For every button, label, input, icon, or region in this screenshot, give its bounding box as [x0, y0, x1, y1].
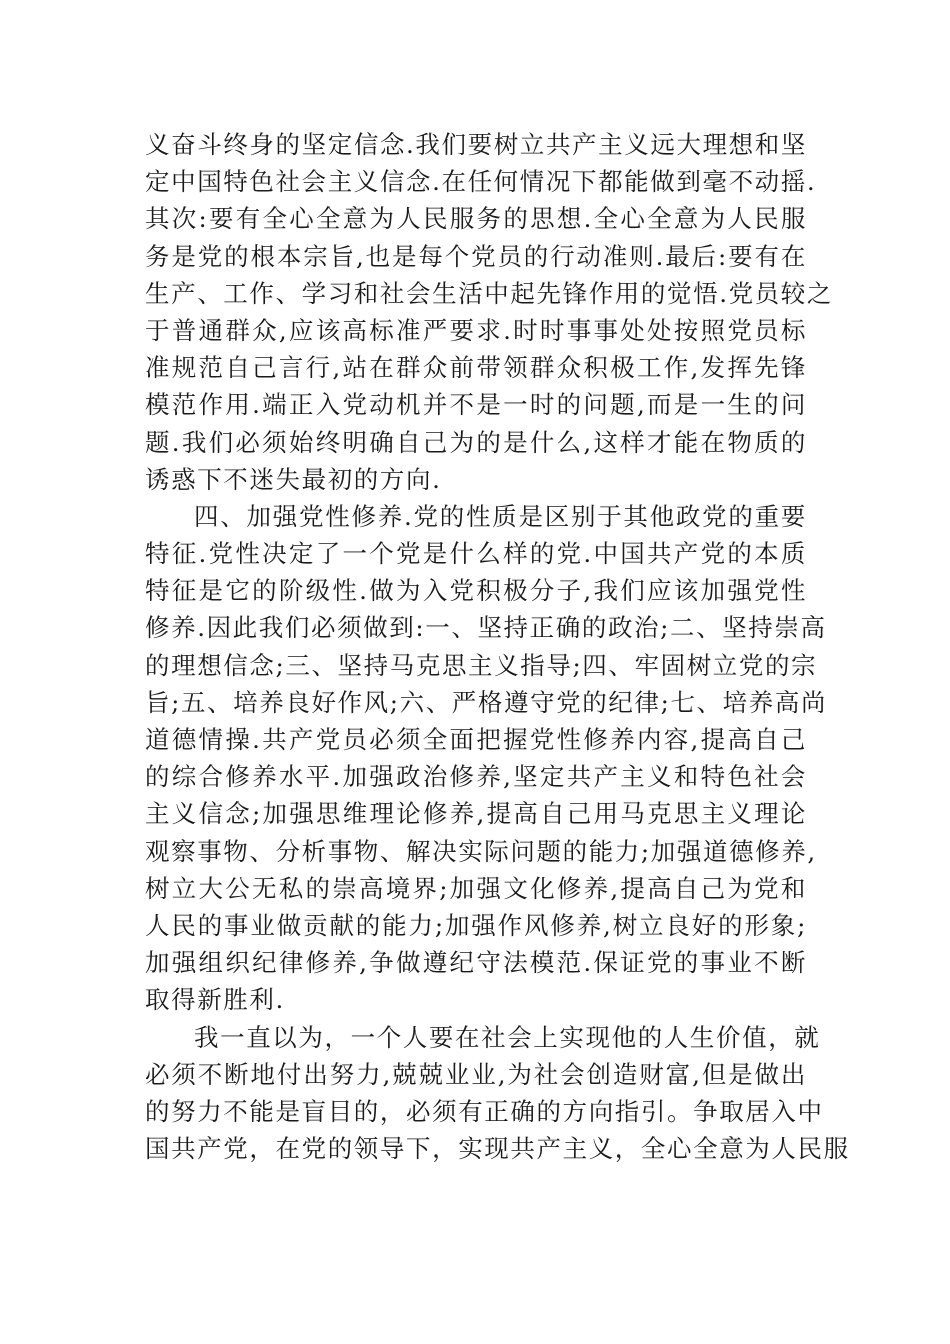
text-line: 准规范自己言行,站在群众前带领群众积极工作,发挥先锋 [145, 353, 807, 383]
document-page [145, 126, 850, 1167]
text-line: 生产、工作、学习和社会生活中起先锋作用的觉悟.党员较之 [145, 278, 833, 308]
text-line: 树立大公无私的崇高境界;加强文化修养,提高自己为党和 [145, 873, 807, 903]
text-line: 道德情操.共产党员必须全面把握党性修养内容,提高自己 [145, 725, 807, 754]
paragraph-1 [145, 126, 833, 498]
text-line: 义奋斗终身的坚定信念.我们要树立共产主义远大理想和坚 [145, 130, 807, 159]
text-line: 四、加强党性修养.党的性质是区别于其他政党的重要 [194, 501, 807, 531]
text-line: 的努力不能是盲目的，必须有正确的方向指引。争取居入中 [145, 1096, 824, 1126]
text-line: 旨;五、培养良好作风;六、严格遵守党的纪律;七、培养高尚 [145, 687, 828, 717]
text-line: 取得新胜利. [145, 985, 285, 1015]
text-line: 人民的事业做贡献的能力;加强作风修养,树立良好的形象; [145, 910, 807, 940]
text-line: 务是党的根本宗旨,也是每个党员的行动准则.最后:要有在 [145, 241, 807, 271]
text-line: 的理想信念;三、坚持马克思主义指导;四、牢固树立党的宗 [145, 650, 818, 680]
text-line: 特征.党性决定了一个党是什么样的党.中国共产党的本质 [145, 539, 807, 569]
text-line: 题.我们必须始终明确自己为的是什么,这样才能在物质的 [145, 427, 807, 457]
text-line: 的综合修养水平.加强政治修养,坚定共产主义和特色社会 [145, 762, 807, 792]
text-line: 特征是它的阶级性.做为入党积极分子,我们应该加强党性 [145, 576, 807, 606]
text-line: 修养.因此我们必须做到:一、坚持正确的政治;二、坚持崇高 [145, 613, 827, 643]
paragraph-2 [145, 498, 828, 1019]
text-line: 定中国特色社会主义信念.在任何情况下都能做到毫不动摇. [145, 167, 817, 197]
text-line: 其次:要有全心全意为人民服务的思想.全心全意为人民服 [145, 204, 807, 234]
text-line: 主义信念;加强思维理论修养,提高自己用马克思主义理论 [145, 799, 807, 829]
paragraph-3 [145, 1019, 850, 1168]
text-line: 模范作用.端正入党动机并不是一时的问题,而是一生的问 [145, 390, 807, 420]
text-line: 诱惑下不迷失最初的方向. [145, 464, 442, 494]
text-line: 观察事物、分析事物、解决实际问题的能力;加强道德修养, [145, 836, 817, 866]
text-line: 于普通群众,应该高标准严要求.时时事事处处按照党员标 [145, 315, 807, 345]
text-line: 我一直以为，一个人要在社会上实现他的人生价值，就 [194, 1022, 821, 1052]
text-line: 国共产党，在党的领导下，实现共产主义，全心全意为人民服 [145, 1134, 850, 1164]
text-line: 必须不断地付出努力,兢兢业业,为社会创造财富,但是做出 [145, 1059, 807, 1089]
text-line: 加强组织纪律修养,争做遵纪守法模范.保证党的事业不断 [145, 948, 807, 978]
